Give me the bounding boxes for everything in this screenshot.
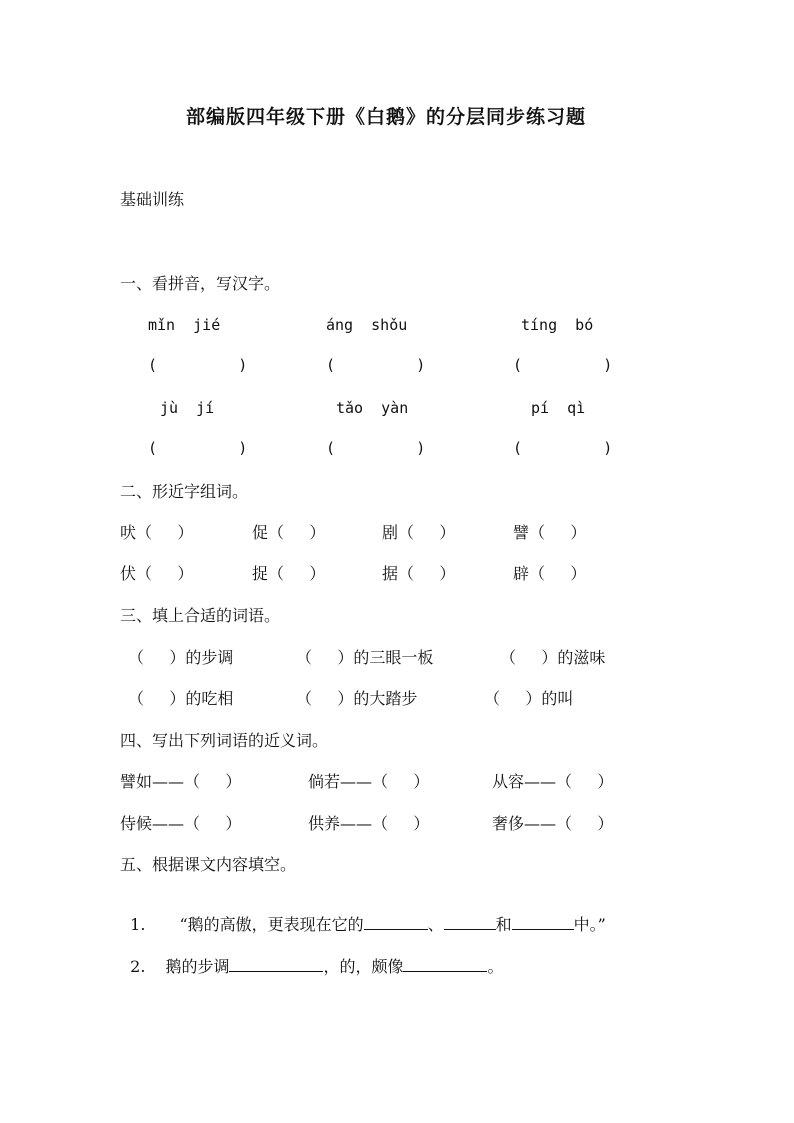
fill-blank[interactable] (229, 957, 323, 972)
phrase-item[interactable]: （ ）的吃相 (128, 689, 234, 708)
answer-box[interactable]: ( ) (148, 439, 248, 457)
q5-heading: 五、根据课文内容填空。 (120, 855, 297, 874)
q2-heading: 二、形近字组词。 (120, 482, 249, 501)
char-item[interactable]: 譬（ ） (513, 523, 587, 542)
phrase-item[interactable]: （ ）的三眼一板 (296, 648, 434, 667)
q1-heading: 一、看拼音，写汉字。 (120, 274, 281, 293)
char-item[interactable]: 据（ ） (382, 564, 456, 583)
pinyin-3: tíng bó (521, 316, 594, 334)
char-item[interactable]: 吠（ ） (120, 523, 194, 542)
synonym-item[interactable]: 侍候——（ ） (120, 814, 242, 833)
pinyin-2: áng shǒu (326, 316, 408, 334)
pinyin-4: jù jí (160, 399, 215, 417)
fill-blank[interactable] (403, 957, 487, 972)
phrase-item[interactable]: （ ）的大踏步 (296, 689, 418, 708)
fill-item-2 (120, 941, 503, 975)
synonym-item[interactable]: 奢侈——（ ） (492, 814, 614, 833)
phrase-item[interactable]: （ ）的步调 (128, 648, 234, 667)
char-item[interactable]: 促（ ） (252, 523, 326, 542)
item-text: 中。” (573, 915, 606, 934)
synonym-item[interactable]: 供养——（ ） (308, 814, 430, 833)
item-number: 1. (130, 915, 146, 934)
section-subtitle: 基础训练 (120, 190, 185, 209)
answer-box[interactable]: ( ) (326, 356, 426, 374)
phrase-item[interactable]: （ ）的叫 (484, 689, 574, 708)
answer-box[interactable]: ( ) (148, 356, 248, 374)
phrase-item[interactable]: （ ）的滋味 (500, 648, 606, 667)
synonym-item[interactable]: 譬如——（ ） (120, 772, 242, 791)
synonym-item[interactable]: 倘若——（ ） (308, 772, 430, 791)
item-text: 、 (427, 915, 444, 934)
pinyin-1: mǐn jié (148, 316, 221, 334)
fill-blank[interactable] (444, 915, 496, 930)
page-title: 部编版四年级下册《白鹅》的分层同步练习题 (186, 106, 587, 128)
item-text: 和 (495, 915, 512, 934)
item-text: ，的，颇像 (323, 957, 404, 976)
fill-item-1 (120, 899, 606, 933)
q4-heading: 四、写出下列词语的近义词。 (120, 731, 329, 750)
answer-box[interactable]: ( ) (513, 439, 613, 457)
fill-blank[interactable] (512, 915, 574, 930)
fill-blank[interactable] (364, 915, 428, 930)
char-item[interactable]: 伏（ ） (120, 564, 194, 583)
pinyin-5: tǎo yàn (336, 399, 409, 417)
char-item[interactable]: 辟（ ） (513, 564, 587, 583)
pinyin-6: pí qì (531, 399, 586, 417)
answer-box[interactable]: ( ) (326, 439, 426, 457)
synonym-item[interactable]: 从容——（ ） (492, 772, 614, 791)
answer-box[interactable]: ( ) (513, 356, 613, 374)
char-item[interactable]: 剧（ ） (382, 523, 456, 542)
item-number: 2. (130, 957, 146, 976)
item-text: “鹅的高傲，更表现在它的 (179, 915, 364, 934)
char-item[interactable]: 捉（ ） (252, 564, 326, 583)
item-text: 。 (487, 957, 504, 976)
item-text: 鹅的步调 (165, 957, 230, 976)
q3-heading: 三、填上合适的词语。 (120, 606, 281, 625)
